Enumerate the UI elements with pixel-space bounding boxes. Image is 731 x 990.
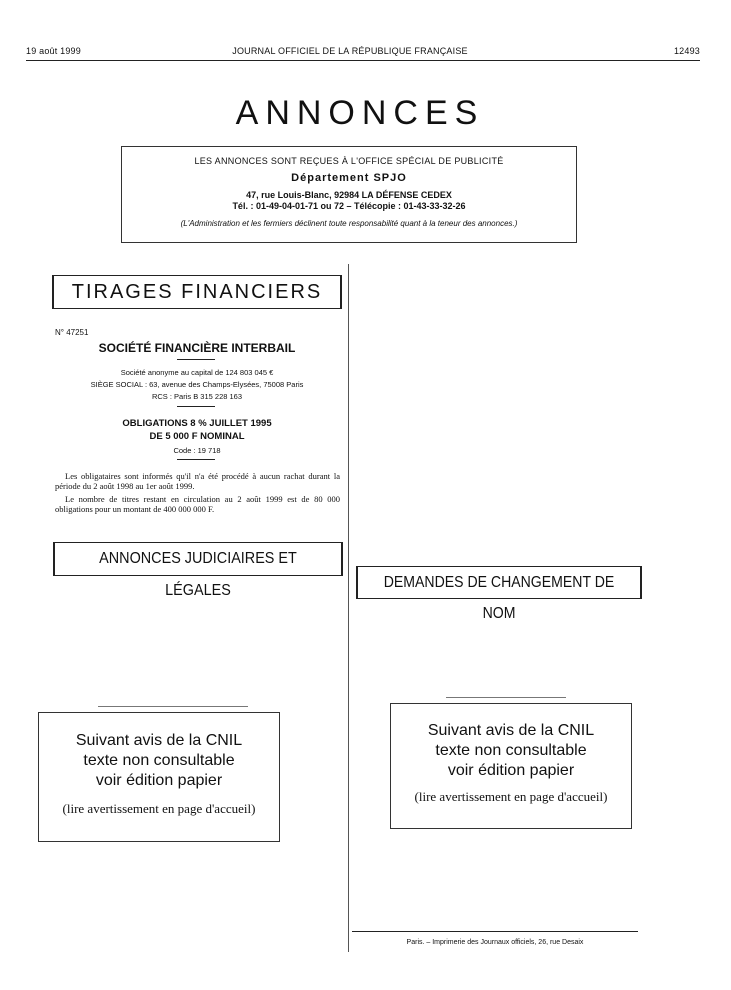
section-heading: TIRAGES FINANCIERS (71, 281, 323, 303)
short-rule (177, 459, 215, 460)
section-heading-box (356, 566, 642, 622)
header-date: 19 août 1999 (26, 46, 81, 56)
cnil-notice-box (390, 703, 632, 829)
cnil-line: Suivant avis de la CNIL (75, 732, 243, 749)
bond-title: OBLIGATIONS 8 % JUILLET 1995 (122, 418, 272, 429)
notice-line: LES ANNONCES SONT REÇUES À L'OFFICE SPÉCIAL DE PUBLICITÉ (194, 156, 504, 166)
cnil-line: voir édition papier (447, 762, 575, 779)
notice-box (121, 146, 577, 243)
cnil-line: voir édition papier (95, 772, 223, 789)
header-rule (26, 60, 700, 61)
notice-phone: Tél. : 01-49-04-01-71 ou 72 – Télécopie : 01-43-33-32-26 (232, 201, 466, 211)
company-name: SOCIÉTÉ FINANCIÈRE INTERBAIL (98, 341, 296, 355)
announcement-number: N° 47251 (55, 328, 89, 337)
header-journal-title: JOURNAL OFFICIEL DE LA RÉPUBLIQUE FRANÇAISE (232, 46, 468, 56)
short-rule (177, 406, 215, 407)
company-rcs: RCS : Paris B 315 228 163 (151, 392, 243, 401)
short-rule (177, 359, 215, 360)
footer-imprint: Paris. – Imprimerie des Journaux officiels, 26, rue Desaix (406, 939, 584, 946)
section-heading: ANNONCES JUDICIAIRES ET LÉGALES (99, 550, 297, 599)
section-heading-box (53, 542, 343, 599)
paragraph: Le nombre de titres restant en circulation au 2 août 1999 est de 80 000 obligations pour un montant de 400 000 000 F. (55, 494, 340, 514)
cnil-line: Suivant avis de la CNIL (427, 722, 595, 739)
company-capital: Société anonyme au capital de 124 803 045 € (120, 368, 274, 377)
bond-code: Code : 19 718 (173, 446, 221, 455)
paragraph: Les obligataires sont informés qu'il n'a été procédé à aucun rachat durant la période du 2 août 1998 au 1er août 1999. (55, 471, 340, 491)
notice-disclaimer: (L'Administration et les fermiers déclinent toute responsabilité quant à la teneur des annonces.) (180, 219, 518, 228)
footer-rule (352, 931, 638, 932)
notice-department: Département SPJO (291, 172, 407, 184)
header-page-number: 12493 (673, 46, 700, 56)
notice-address: 47, rue Louis-Blanc, 92984 LA DÉFENSE CEDEX (246, 190, 452, 200)
cnil-top-rule (98, 706, 248, 707)
section-heading-box (52, 275, 342, 309)
bond-nominal: DE 5 000 F NOMINAL (149, 431, 245, 442)
company-siege: SIÈGE SOCIAL : 63, avenue des Champs-Elysées, 75008 Paris (90, 380, 304, 389)
page-title: ANNONCES (235, 94, 485, 132)
cnil-line: texte non consultable (435, 742, 587, 759)
cnil-notice-box (38, 712, 280, 842)
cnil-note: (lire avertissement en page d'accueil) (62, 801, 256, 816)
cnil-top-rule (446, 697, 566, 698)
column-divider (348, 264, 349, 952)
cnil-line: texte non consultable (83, 752, 235, 769)
section-heading: DEMANDES DE CHANGEMENT DE NOM (383, 574, 615, 622)
cnil-note: (lire avertissement en page d'accueil) (414, 789, 608, 804)
